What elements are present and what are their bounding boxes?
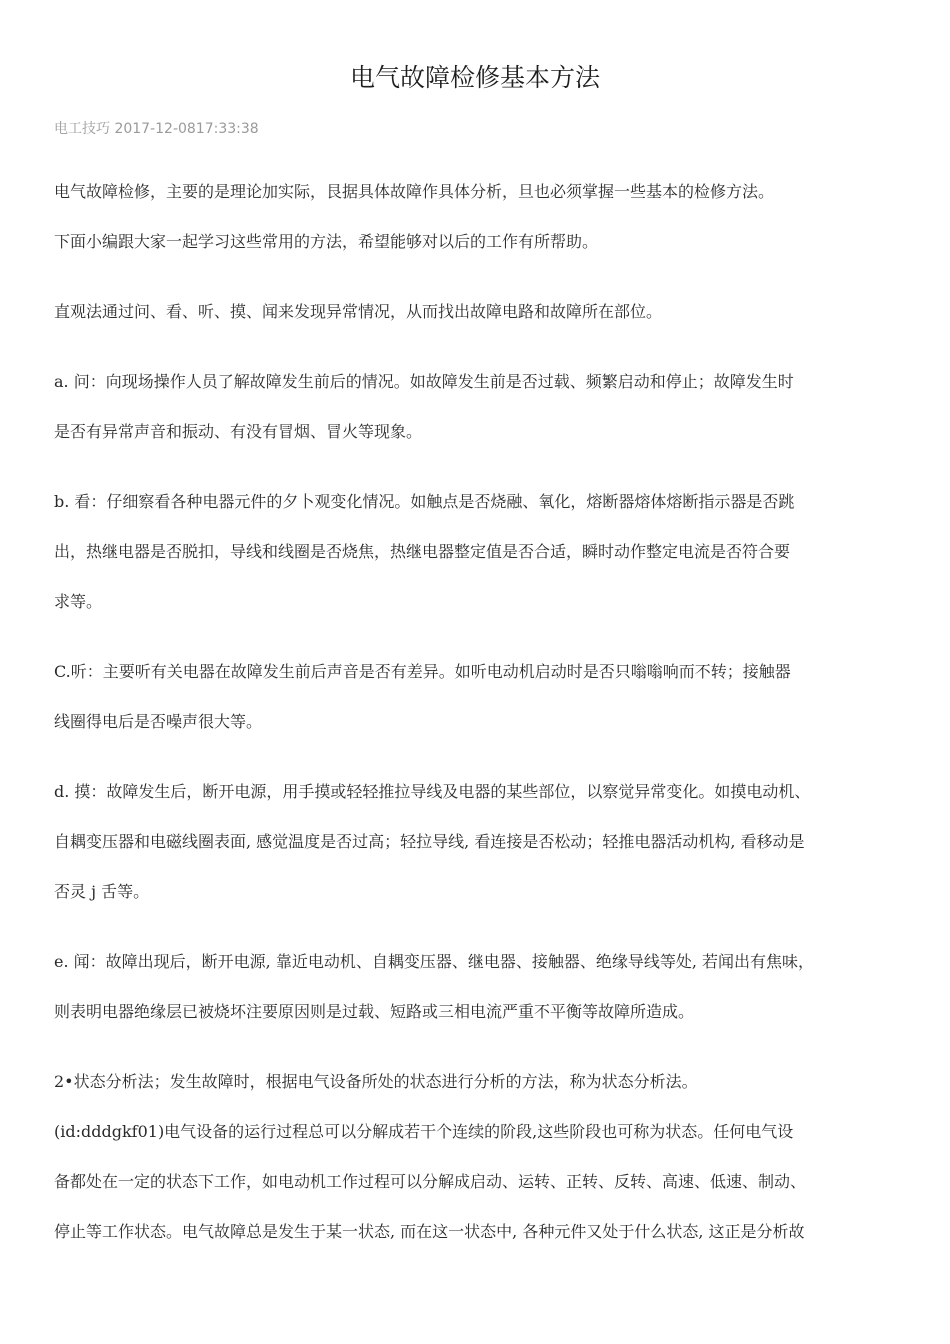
paragraph-intro (54, 167, 914, 267)
text-line: 备都处在一定的状态下工作，如电动机工作过程可以分解成启动、运转、正转、反转、高速、低速、制动、 (54, 1172, 807, 1191)
paragraph-listen (54, 647, 914, 747)
text-line: b. 看：仔细察看各种电器元件的夕卜观变化情况。如触点是否烧融、氧化，熔断器熔体熔断指示器是否跳 (54, 492, 795, 511)
text-line: 电气故障检修，主要的是理论加实际，艮据具体故障作具体分析，旦也必须掌握一些基本的检修方法。 (54, 182, 775, 201)
text-line: e. 闻：故障出现后，断开电源, 靠近电动机、自耦变压器、继电器、接触器、绝缘导线等处, 若闻出有焦味， (54, 952, 814, 971)
paragraph-touch (54, 767, 914, 917)
text-line: 下面小编跟大家一起学习这些常用的方法，希望能够对以后的工作有所帮助。 (54, 232, 599, 251)
text-line: 停止等工作状态。电气故障总是发生于某一状态, 而在这一状态中, 各种元件又处于什么状态, 这正是分析故 (54, 1222, 805, 1241)
article-title: 电气故障检修基本方法 (349, 63, 600, 92)
paragraph-look (54, 477, 914, 627)
text-line: (id:dddgkf01)电气设备的运行过程总可以分解成若干个连续的阶段,这些阶段也可称为状态。任何电气设 (54, 1122, 794, 1141)
text-line: 线圈得电后是否噪声很大等。 (54, 712, 263, 731)
paragraph-smell (54, 937, 914, 1037)
paragraph-state-analysis (54, 1057, 914, 1257)
text-line: 则表明电器绝缘层已被烧坏注要原因则是过载、短路或三相电流严重不平衡等故障所造成。 (54, 1002, 695, 1021)
text-line: a. 问：向现场操作人员了解故障发生前后的情况。如故障发生前是否过载、频繁启动和停止；故障发生时 (54, 372, 794, 391)
paragraph-direct-method (54, 287, 914, 337)
text-line: 自耦变压器和电磁线圈表面, 感觉温度是否过高；轻拉导线, 看连接是否松动；轻推电器活动机构, 看移动是 (54, 832, 805, 851)
text-line: d. 摸：故障发生后，断开电源，用手摸或轻轻推拉导线及电器的某些部位，以察觉异常变化。如摸电动机、 (54, 782, 811, 801)
text-line: C.听：主要听有关电器在故障发生前后声音是否有差异。如听电动机启动时是否只嗡嗡响而不转；接触器 (54, 662, 791, 681)
text-line: 2•状态分析法；发生故障时，根据电气设备所处的状态进行分析的方法，称为状态分析法。 (54, 1072, 698, 1091)
article-meta: 电工技巧 2017-12-0817:33:38 (54, 121, 259, 137)
text-line: 否灵 j 舌等。 (54, 882, 150, 901)
text-line: 是否有异常声音和振动、有没有冒烟、冒火等现象。 (54, 422, 423, 441)
text-line: 求等。 (54, 592, 103, 611)
text-line: 出，热继电器是否脱扣，导线和线圈是否烧焦，热继电器整定值是否合适，瞬时动作整定电流是否符合要 (54, 542, 791, 561)
text-line: 直观法通过问、看、听、摸、闻来发现异常情况，从而找出故障电路和故障所在部位。 (54, 302, 663, 321)
paragraph-ask (54, 357, 914, 457)
